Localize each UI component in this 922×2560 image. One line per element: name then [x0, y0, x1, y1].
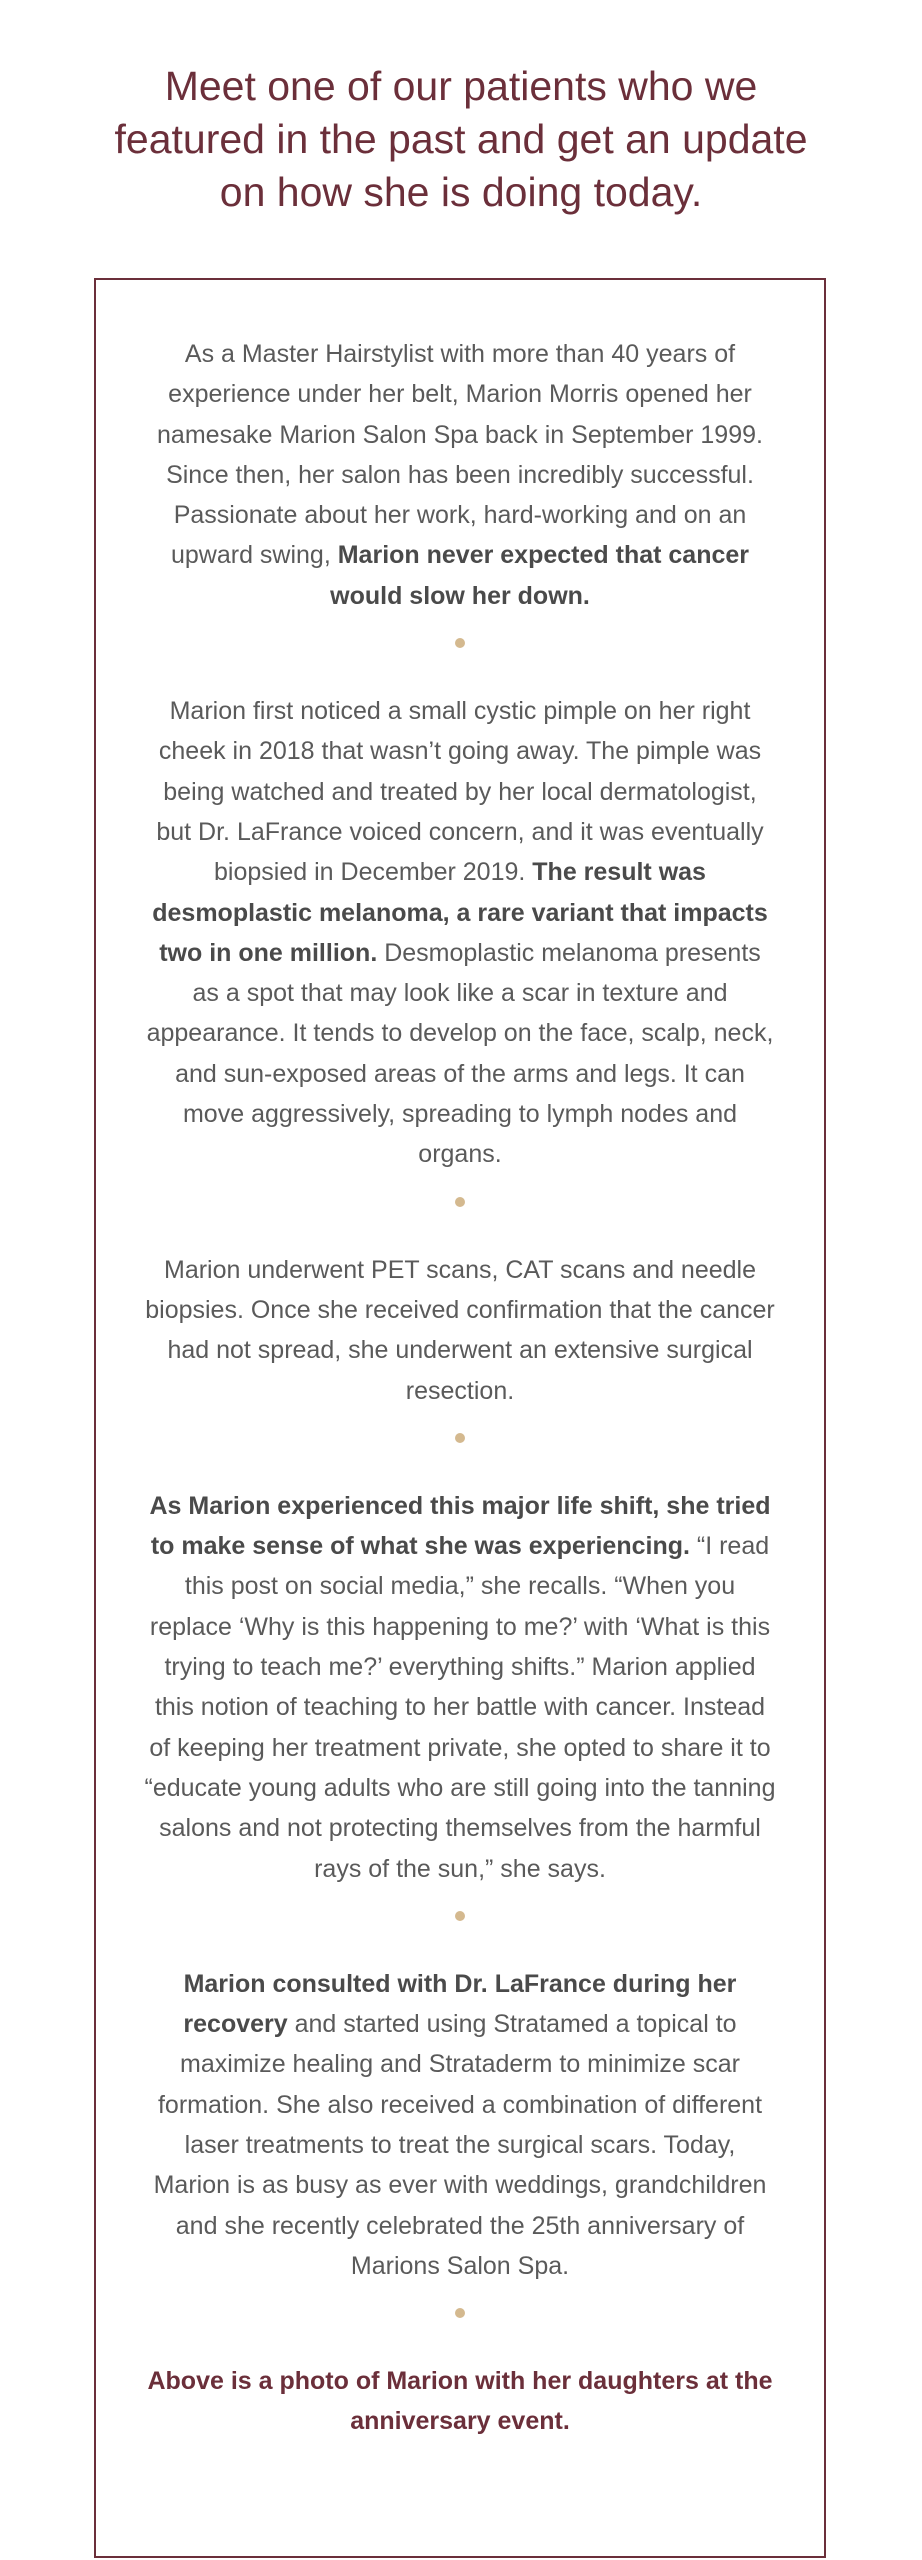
story-paragraph-4: [143, 1486, 777, 1889]
paragraph-text: Marion first noticed a small cystic pimple on her right cheek in 2018 that wasn’t going away. The pimple was being watched and treated by her local dermatologist, but Dr. LaFrance voiced concern, and it was eventually biopsied in December 2019.: [156, 697, 764, 887]
paragraph-highlight: Marion never expected that cancer would slow her down.: [330, 541, 750, 610]
paragraph-text: Marion underwent PET scans, CAT scans and needle biopsies. Once she received confirmation that the cancer had not spread, she underwent an extensive surgical resection.: [145, 1255, 775, 1405]
separator-dot: [455, 1197, 465, 1207]
story-card: [94, 278, 826, 2558]
paragraph-highlight: Marion consulted with Dr. LaFrance during her recovery: [183, 1969, 737, 2039]
photo-caption: Above is a photo of Marion with her daughters at the anniversary event.: [147, 2367, 773, 2436]
story-paragraph-3: [143, 1250, 777, 1411]
story-paragraph-2: [143, 691, 777, 1175]
page-heading: Meet one of our patients who we featured in the past and get an update on how she is doing today.: [114, 63, 808, 215]
separator-dot: [455, 1911, 465, 1921]
paragraph-highlight: The result was desmoplastic melanoma, a rare variant that impacts two in one million.: [152, 858, 768, 967]
separator-dot: [455, 2308, 465, 2318]
paragraph-text: and started using Stratamed a topical to maximize healing and Strataderm to minimize scar formation. She also received a combination of different laser treatments to treat the surgical scars. Today, Marion is as busy as ever with weddings, grandchildren and she recently celebrated the 25th anniversary of Marions Salon Spa.: [153, 2010, 767, 2280]
paragraph-highlight: As Marion experienced this major life shift, she tried to make sense of what she was experiencing.: [149, 1491, 771, 1561]
story-paragraph-5: [143, 1964, 777, 2286]
paragraph-text: “I read this post on social media,” she recalls. “When you replace ‘Why is this happening to me?’ with ‘What is this trying to teach me?’ everything shifts.” Marion applied this notion of teaching to her battle with cancer. Instead of keeping her treatment private, she opted to share it to “educate young adults who are still going into the tanning salons and not protecting themselves from the harmful rays of the sun,” she says.: [144, 1532, 776, 1883]
story-paragraph-1: [143, 334, 777, 616]
separator-dot: [455, 1433, 465, 1443]
separator-dot: [455, 638, 465, 648]
story-content: [143, 280, 777, 2442]
paragraph-text: Desmoplastic melanoma presents as a spot that may look like a scar in texture and appearance. It tends to develop on the face, scalp, neck, and sun-exposed areas of the arms and legs. It can move aggressively, spreading to lymph nodes and organs.: [146, 938, 774, 1169]
paragraph-text: As a Master Hairstylist with more than 40 years of experience under her belt, Marion Morris opened her namesake Marion Salon Spa back in September 1999. Since then, her salon has been incredibly successful. Passionate about her work, hard-working and on an upward swing,: [157, 340, 763, 570]
